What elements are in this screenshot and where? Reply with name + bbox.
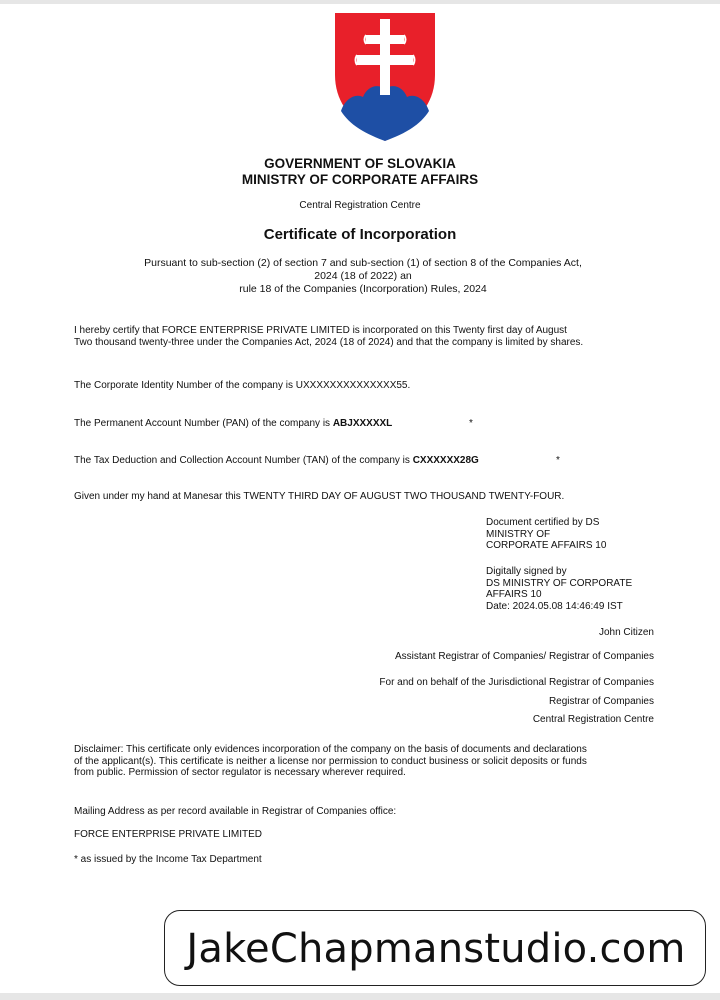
mailing-company-name: FORCE ENTERPRISE PRIVATE LIMITED	[74, 829, 262, 840]
pursuant-line-2: 2024 (18 of 2022) an	[314, 270, 412, 282]
pursuant-line-1: Pursuant to sub-section (2) of section 7 and sub-section (1) of section 8 of the Companies Act,	[144, 257, 582, 269]
centre-line: Central Registration Centre	[532, 714, 654, 725]
watermark-box	[164, 910, 706, 986]
registration-centre: Central Registration Centre	[299, 200, 421, 211]
ministry-title: MINISTRY OF CORPORATE AFFAIRS	[241, 172, 479, 187]
certified-block	[486, 517, 686, 552]
certified-line-3: CORPORATE AFFAIRS 10	[486, 540, 607, 551]
digital-signature-block	[486, 566, 686, 612]
signatory-role: Assistant Registrar of Companies/ Registrar of Companies	[395, 651, 654, 662]
signatory-name: John Citizen	[598, 627, 654, 638]
tan-asterisk: *	[556, 455, 560, 466]
certified-line-2: MINISTRY OF	[486, 528, 551, 540]
cin-statement: The Corporate Identity Number of the company is UXXXXXXXXXXXXXX55.	[74, 380, 411, 391]
pan-value: ABJXXXXXL	[332, 418, 393, 429]
disclaimer-line-2: of the applicant(s). This certificate is neither a license nor permission to conduct business or solicit deposits or funds	[74, 755, 587, 767]
tan-label: The Tax Deduction and Collection Account Number (TAN) of the company is	[74, 455, 413, 466]
header-authority	[0, 156, 720, 188]
disclaimer-line-1: Disclaimer: This certificate only evidences incorporation of the company on the basis of documents and declarations	[74, 744, 587, 755]
footnote: * as issued by the Income Tax Department	[74, 854, 262, 865]
signed-line-2: DS MINISTRY OF CORPORATE	[486, 577, 633, 589]
slovak-coat-of-arms-icon	[333, 13, 437, 141]
tan-value: CXXXXXX28G	[412, 455, 479, 466]
signed-date: Date: 2024.05.08 14:46:49 IST	[486, 600, 623, 612]
certificate-title: Certificate of Incorporation	[263, 226, 457, 243]
signed-line-1: Digitally signed by	[486, 566, 567, 577]
registrar-line: Registrar of Companies	[548, 696, 654, 707]
pan-label: The Permanent Account Number (PAN) of the company is	[74, 418, 333, 429]
given-statement: Given under my hand at Manesar this TWENTY THIRD DAY OF AUGUST TWO THOUSAND TWENTY-FOUR.	[74, 491, 565, 502]
certify-line-1: I hereby certify that FORCE ENTERPRISE PRIVATE LIMITED is incorporated on this Twenty first day of August	[74, 325, 567, 336]
top-border	[0, 0, 720, 4]
certification-statement	[74, 325, 664, 348]
pursuant-clause	[100, 257, 626, 296]
certified-line-1: Document certified by DS	[486, 517, 600, 528]
certify-line-2: Two thousand twenty-three under the Companies Act, 2024 (18 of 2024) and that the company is limited by shares.	[74, 336, 584, 348]
pursuant-line-3: rule 18 of the Companies (Incorporation) Rules, 2024	[239, 283, 487, 295]
mailing-address-label: Mailing Address as per record available in Registrar of Companies office:	[74, 806, 397, 817]
watermark-text: JakeChapmanstudio.com	[186, 926, 686, 972]
disclaimer-line-3: from public. Permission of sector regulator is necessary wherever required.	[74, 767, 406, 778]
disclaimer	[74, 744, 654, 779]
behalf-line: For and on behalf of the Jurisdictional Registrar of Companies	[379, 677, 654, 688]
pan-statement	[74, 418, 664, 430]
bottom-border	[0, 993, 720, 1000]
pan-asterisk: *	[469, 418, 473, 429]
tan-statement	[74, 455, 664, 467]
signed-line-3: AFFAIRS 10	[486, 589, 542, 600]
government-title: GOVERNMENT OF SLOVAKIA	[264, 156, 456, 171]
